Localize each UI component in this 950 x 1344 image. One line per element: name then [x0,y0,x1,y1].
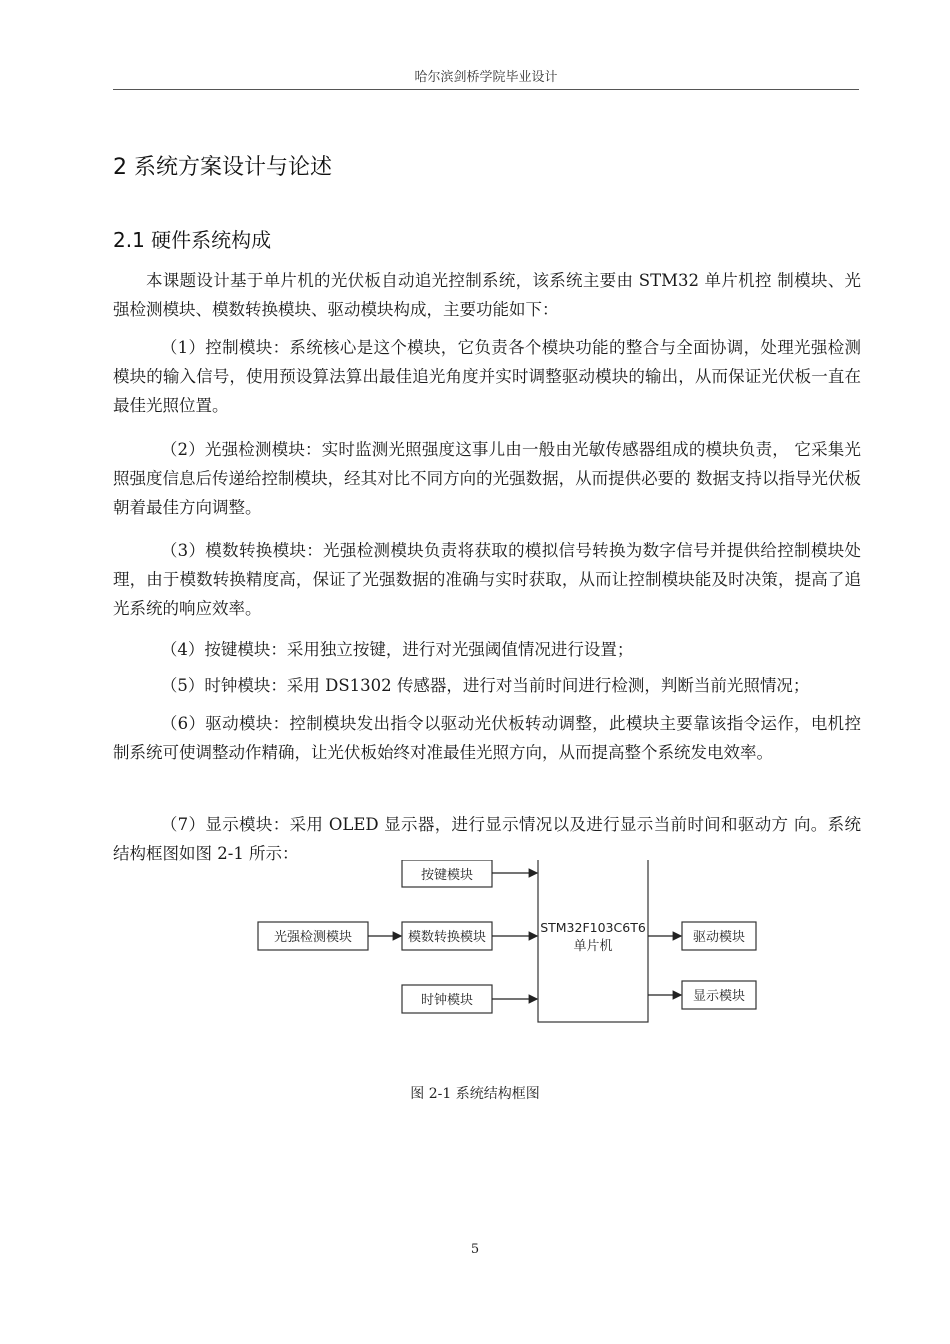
sensor-module-label: 光强检测模块 [273,930,353,945]
paragraph-display-module: （7）显示模块：采用 OLED 显示器，进行显示情况以及进行显示当前时间和驱动方 向。系统结构框图如图 2-1 所示： [113,815,861,863]
paragraph-adc-module: （3）模数转换模块：光强检测模块负责将获取的模拟信号转换为数字信号并提供给控制模块处理，由于模数转换精度高，保证了光强数据的准确与实时获取，从而让控制模块能及时决策，提高了追光系统的响应效率。 [113,541,861,618]
display-module-label: 显示模块 [692,989,746,1004]
adc-module-label: 模数转换模块 [407,930,487,945]
page-header: 哈尔滨剑桥学院毕业设计 [414,70,558,85]
chapter-heading: 2 系统方案设计与论述 [113,155,332,180]
header-rule [113,89,859,90]
paragraph-key-module: （4）按键模块：采用独立按键，进行对光强阈值情况进行设置； [160,640,634,659]
section-heading: 2.1 硬件系统构成 [113,228,272,252]
key-module-label: 按键模块 [420,868,474,883]
paragraph-control-module: （1）控制模块：系统核心是这个模块，它负责各个模块功能的整合与全面协调，处理光强检测模块的输入信号，使用预设算法算出最佳追光角度并实时调整驱动模块的输出，从而保证光伏板一直在最佳光照位置。 [113,338,861,415]
clock-module-label: 时钟模块 [420,993,474,1008]
paragraph-drive-module: （6）驱动模块：控制模块发出指令以驱动光伏板转动调整，此模块主要靠该指令运作，电机控制系统可使调整动作精确，让光伏板始终对准最佳光照方向，从而提高整个系统发电效率。 [113,714,861,762]
page-number: 5 [470,1242,480,1257]
system-block-diagram [250,860,770,1040]
figure-caption: 图 2-1 系统结构框图 [410,1086,540,1102]
mcu-label-type: 单片机 [573,939,613,954]
paragraph-clock-module: （5）时钟模块：采用 DS1302 传感器，进行对当前时间进行检测，判断当前光照情况； [160,676,810,695]
mcu-label-model: STM32F103C6T6 [540,920,646,935]
paragraph-light-sensor-module: （2）光强检测模块：实时监测光照强度这事儿由一般由光敏传感器组成的模块负责， 它采集光照强度信息后传递给控制模块，经其对比不同方向的光强数据，从而提供必要的 数据支持以指导光伏板朝着最佳方向调整。 [113,440,861,517]
intro-paragraph: 本课题设计基于单片机的光伏板自动追光控制系统，该系统主要由 STM32 单片机控 制模块、光强检测模块、模数转换模块、驱动模块构成，主要功能如下： [113,271,861,319]
drive-module-label: 驱动模块 [692,930,746,945]
